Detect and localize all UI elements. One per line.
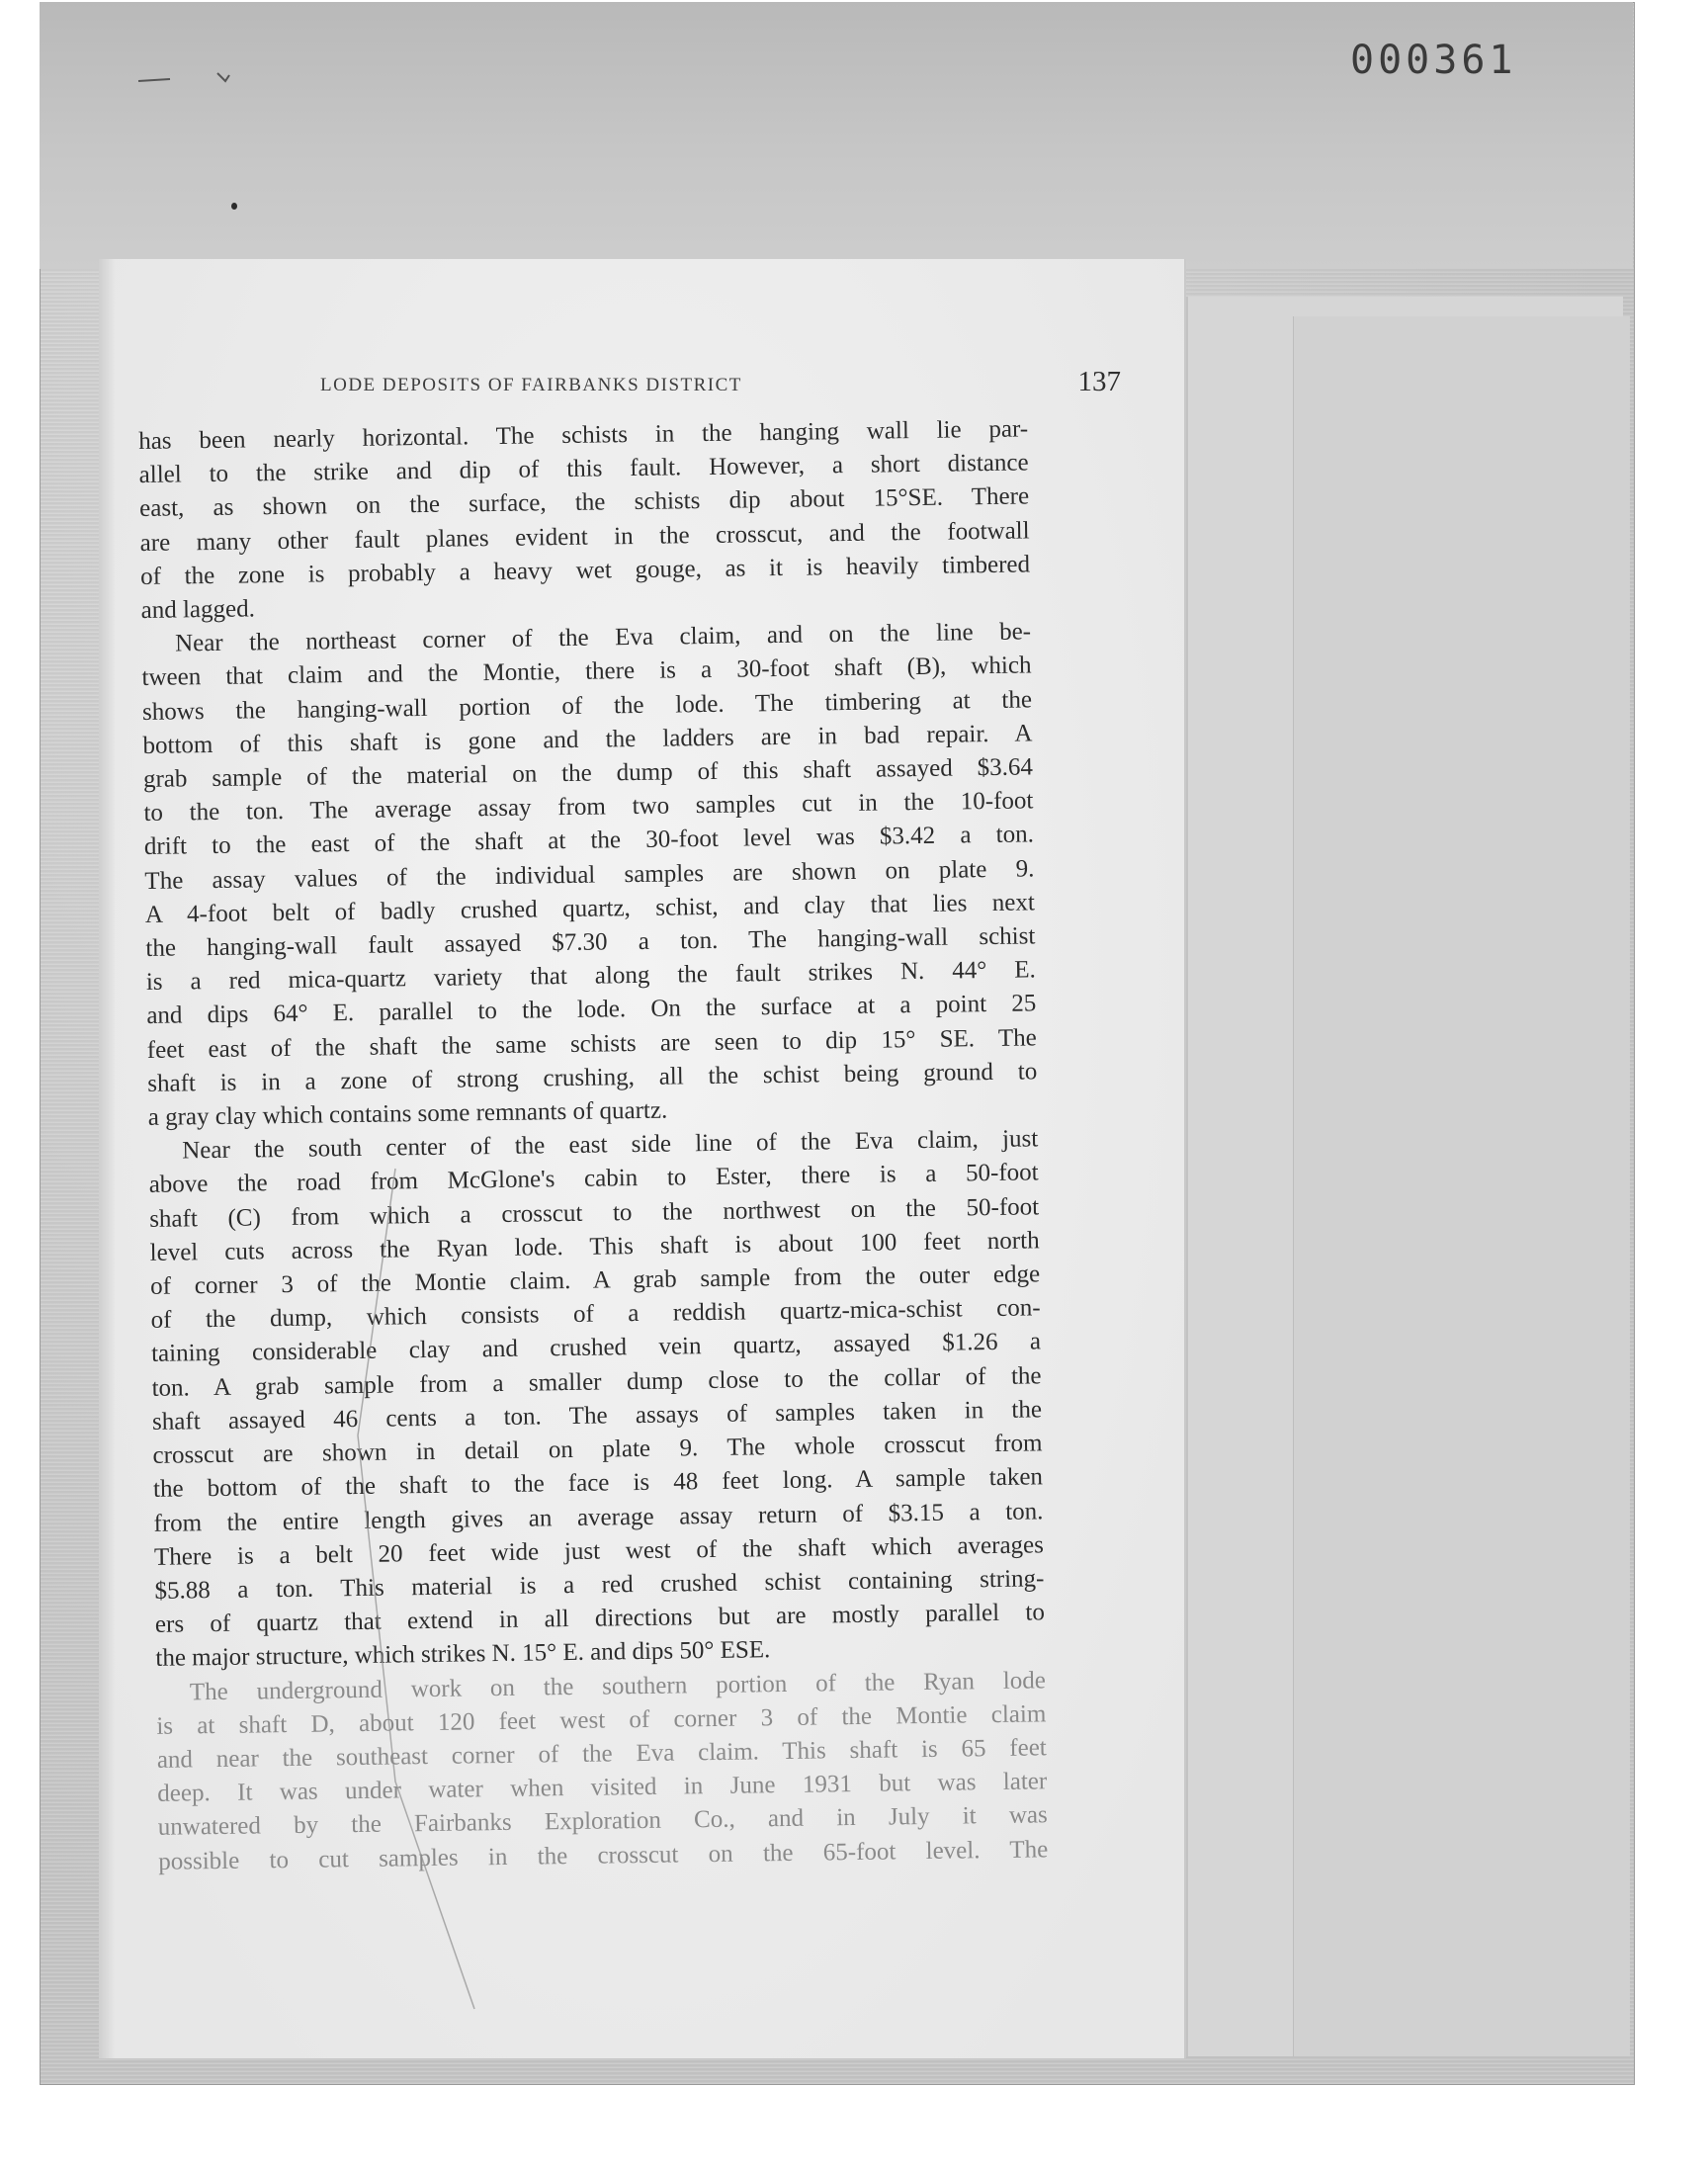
text-line: The underground work on the southern portion of the Ryan lode bbox=[189, 1666, 1047, 1705]
pencil-mark-icon bbox=[119, 59, 257, 99]
text-line: allel to the strike and dip of this fault. However, a short distance bbox=[138, 449, 1029, 489]
text-line: unwatered by the Fairbanks Exploration Co., and in July it was bbox=[157, 1801, 1048, 1842]
text-line: and near the southeast corner of the Eva claim. This shaft is 65 feet bbox=[156, 1734, 1047, 1774]
text-line: A 4-foot belt of badly crushed quartz, schist, and clay that lies next bbox=[144, 889, 1036, 928]
text-line: feet east of the shaft the same schists are seen to dip 15° SE. The bbox=[146, 1024, 1037, 1064]
text-line: crosscut are shown in detail on plate 9. The whole crosscut from bbox=[152, 1430, 1043, 1469]
text-line: The assay values of the individual samples are shown on plate 9. bbox=[144, 855, 1035, 895]
text-line: Near the south center of the east side line of the Eva claim, just bbox=[182, 1125, 1039, 1165]
paper-crease-line bbox=[99, 259, 1184, 2058]
text-line: $5.88 a ton. This material is a red crushed schist containing string- bbox=[154, 1565, 1045, 1605]
text-line: of corner 3 of the Montie claim. A grab sample from the outer edge bbox=[149, 1261, 1041, 1300]
text-line: east, as shown on the surface, the schists dip about 15°SE. There bbox=[138, 482, 1030, 523]
text-line: shows the hanging-wall portion of the lode. The timbering at the bbox=[141, 686, 1033, 726]
text-line: tween that claim and the Montie, there is a 30-foot shaft (B), which bbox=[141, 652, 1032, 692]
text-line: ton. A grab sample from a smaller dump close to the collar of the bbox=[151, 1362, 1042, 1402]
text-line: shaft is in a zone of strong crushing, all the schist being ground to bbox=[147, 1058, 1038, 1097]
text-line: bottom of this shaft is gone and the ladders are in bad repair. A bbox=[142, 720, 1033, 759]
book-page bbox=[99, 259, 1184, 2058]
text-line: Near the northeast corner of the Eva claim, and on the line be- bbox=[174, 618, 1032, 657]
text-line: the major structure, which strikes N. 15° E. and dips 50° ESE. bbox=[155, 1636, 771, 1673]
text-line: and dips 64° E. parallel to the lode. On the surface at a point 25 bbox=[146, 990, 1037, 1030]
text-line: and lagged. bbox=[140, 595, 256, 624]
text-line: deep. It was under water when visited in June 1931 but was later bbox=[157, 1768, 1048, 1807]
text-line: of the dump, which consists of a reddish quartz-mica-schist con- bbox=[150, 1294, 1041, 1335]
text-line: the bottom of the shaft to the face is 48 feet long. A sample taken bbox=[152, 1463, 1044, 1504]
text-line: shaft assayed 46 cents a ton. The assays of samples taken in the bbox=[151, 1396, 1043, 1436]
text-line: a gray clay which contains some remnants of quartz. bbox=[147, 1096, 668, 1131]
text-line: shaft (C) from which a crosscut to the northwest on the 50-foot bbox=[149, 1193, 1040, 1233]
text-line: ers of quartz that extend in all directions but are mostly parallel to bbox=[154, 1599, 1046, 1638]
backing-sheet-edge bbox=[1293, 316, 1630, 2056]
text-line: to the ton. The average assay from two samples cut in the 10-foot bbox=[143, 787, 1034, 827]
text-line: has been nearly horizontal. The schists in the hanging wall lie par- bbox=[138, 415, 1029, 455]
ink-dot-mark bbox=[231, 203, 237, 210]
text-line: above the road from McGlone's cabin to Ester, there is a 50-foot bbox=[148, 1159, 1039, 1199]
text-line: taining considerable clay and crushed vein quartz, assayed $1.26 a bbox=[150, 1328, 1042, 1368]
text-line: drift to the east of the shaft at the 30-foot level was $3.42 a ton. bbox=[143, 821, 1035, 861]
text-line: are many other fault planes evident in the crosscut, and the footwall bbox=[139, 517, 1030, 557]
text-line: from the entire length gives an average assay return of $3.15 a ton. bbox=[153, 1497, 1044, 1537]
text-line: of the zone is probably a heavy wet gouge, as it is heavily timbered bbox=[139, 551, 1031, 590]
text-line: is at shaft D, about 120 feet west of corner 3 of the Montie claim bbox=[156, 1700, 1047, 1740]
page-number: 137 bbox=[1077, 366, 1121, 397]
text-line: level cuts across the Ryan lode. This shaft is about 100 feet north bbox=[149, 1227, 1040, 1266]
running-head-title: LODE DEPOSITS OF FAIRBANKS DISTRICT bbox=[320, 375, 742, 395]
text-line: There is a belt 20 feet wide just west of the shaft which averages bbox=[153, 1531, 1045, 1571]
text-line: possible to cut samples in the crosscut on the 65-foot level. The bbox=[158, 1835, 1049, 1875]
text-line: is a red mica-quartz variety that along the fault strikes N. 44° E. bbox=[145, 956, 1036, 997]
text-line: the hanging-wall fault assayed $7.30 a ton. The hanging-wall schist bbox=[145, 922, 1036, 962]
document-stamp-number: 000361 bbox=[1350, 38, 1517, 83]
text-line: grab sample of the material on the dump of this shaft assayed $3.64 bbox=[142, 753, 1034, 793]
